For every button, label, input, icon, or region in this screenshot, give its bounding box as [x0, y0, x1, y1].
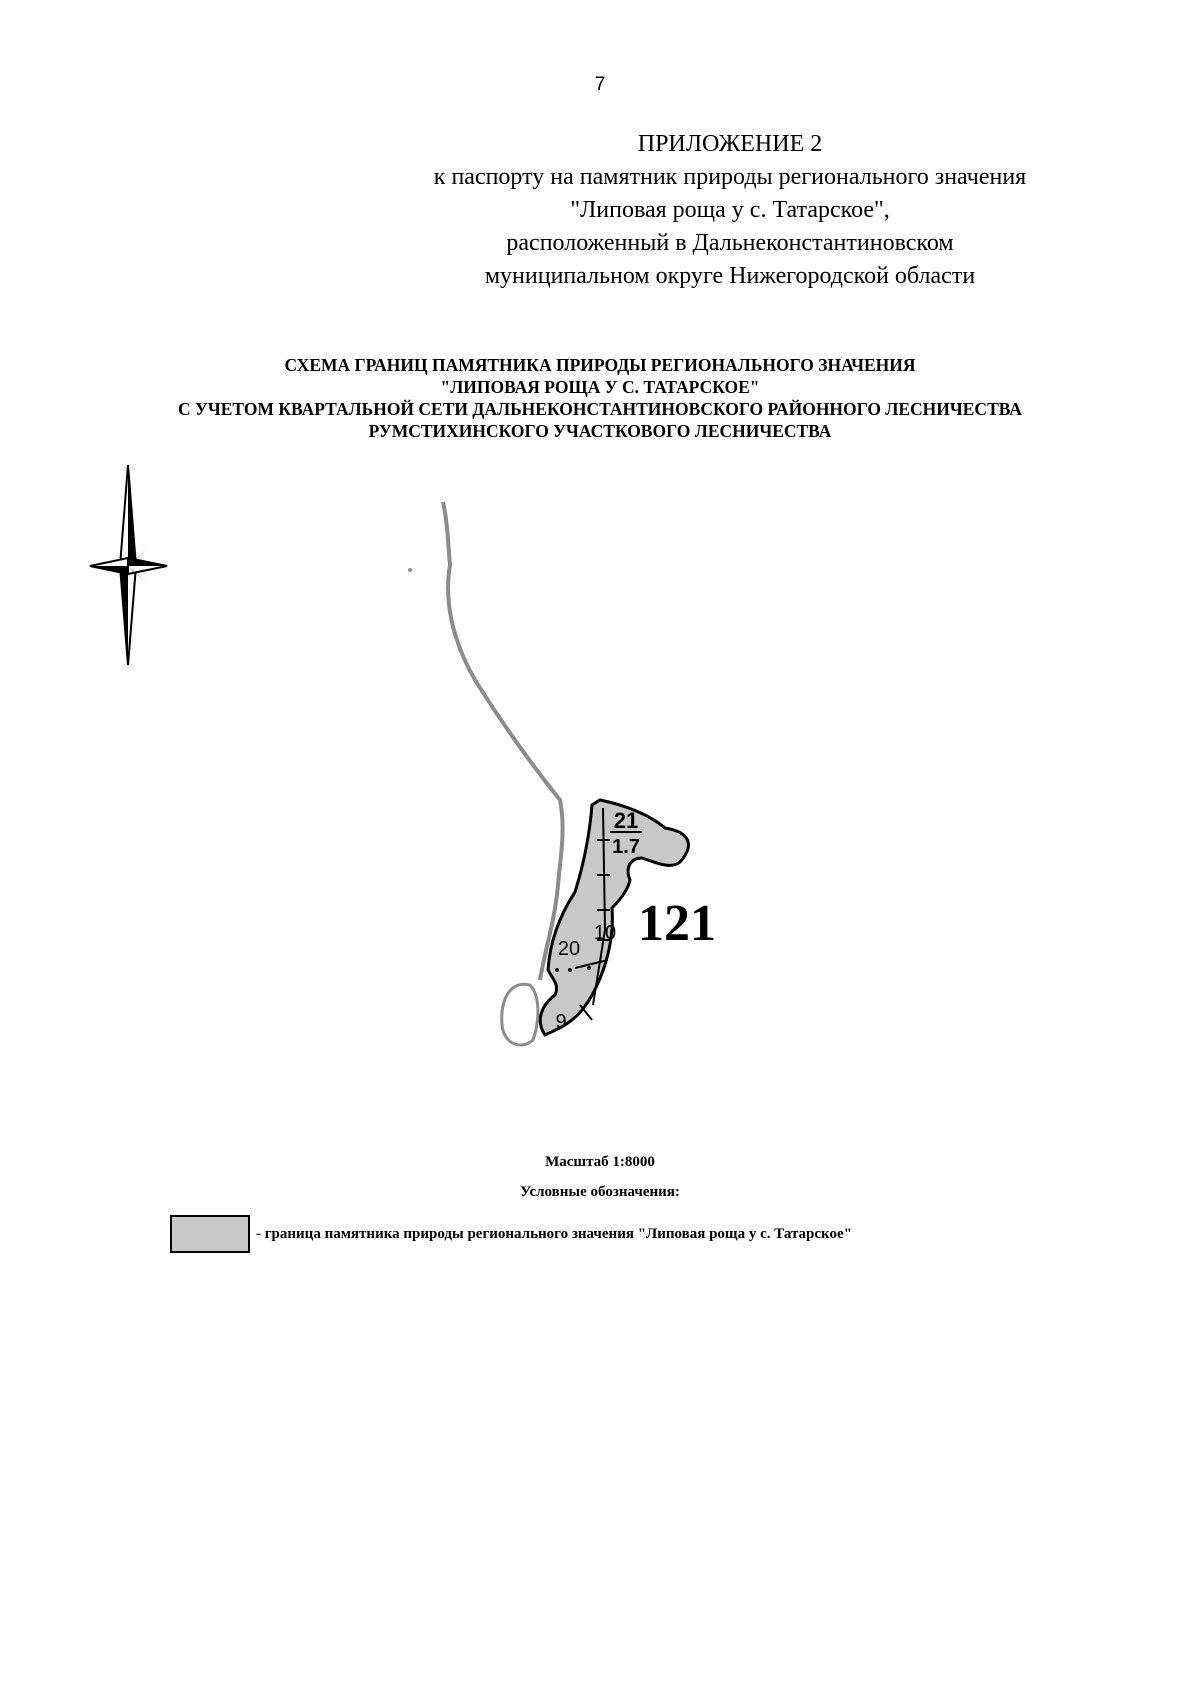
- plot-21-label: 21: [613, 808, 639, 833]
- scheme-title-line-3: С УЧЕТОМ КВАРТАЛЬНОЙ СЕТИ ДАЛЬНЕКОНСТАНТИНОВСКОГО РАЙОННОГО ЛЕСНИЧЕСТВА: [178, 399, 1022, 419]
- scheme-title-line-4: РУМСТИХИНСКОГО УЧАСТКОВОГО ЛЕСНИЧЕСТВА: [368, 421, 832, 441]
- appendix-line-1: ПРИЛОЖЕНИЕ 2: [637, 131, 823, 157]
- scheme-title-line-2: "ЛИПОВАЯ РОЩА У С. ТАТАРСКОЕ": [440, 377, 760, 397]
- plot-21-area-label: 1.7: [612, 836, 640, 858]
- quarter-number: 121: [638, 895, 716, 952]
- appendix-line-3: "Липовая роща у с. Татарское",: [570, 197, 890, 223]
- plot-20-label: 20: [557, 938, 581, 960]
- appendix-line-2: к паспорту на памятник природы регионального значения: [433, 164, 1027, 190]
- lake-outline: [502, 984, 538, 1045]
- north-arrow-icon: [90, 465, 167, 665]
- stream-line: [443, 502, 563, 980]
- legend-label: - граница памятника природы регионального значения "Липовая роща у с. Татарское": [256, 1226, 852, 1242]
- appendix-line-4: расположенный в Дальнеконстантиновском: [506, 230, 954, 256]
- legend-title: Условные обозначения:: [520, 1184, 680, 1200]
- plot-10-label: 10: [593, 922, 617, 944]
- scheme-title-line-1: СХЕМА ГРАНИЦ ПАМЯТНИКА ПРИРОДЫ РЕГИОНАЛЬНОГО ЗНАЧЕНИЯ: [284, 355, 916, 375]
- appendix-line-5: муниципальном округе Нижегородской области: [484, 263, 976, 289]
- legend-swatch-icon: [170, 1215, 250, 1253]
- map-scale: Масштаб 1:8000: [545, 1154, 655, 1170]
- plot-9-label: 9: [555, 1011, 567, 1033]
- page-number: 7: [594, 74, 606, 95]
